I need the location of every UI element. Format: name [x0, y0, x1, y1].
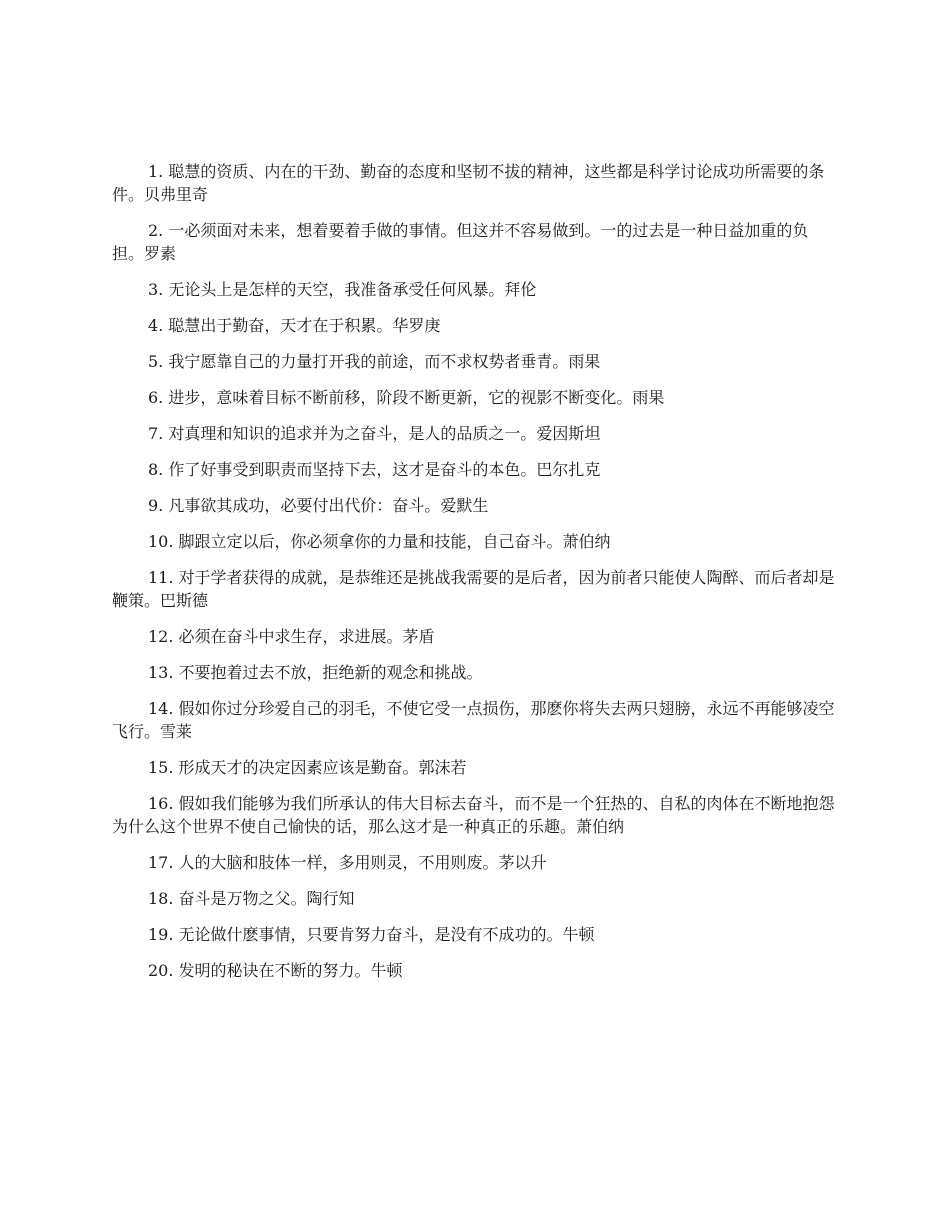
quote-paragraph-1: 1. 聪慧的资质、内在的干劲、勤奋的态度和坚韧不拔的精神，这些都是科学讨论成功所需要的条件。贝弗里奇 — [112, 162, 825, 204]
quote-paragraph-14: 14. 假如你过分珍爱自己的羽毛，不使它受一点损伤，那麽你将失去两只翅膀，永远不再能够凌空飞行。雪莱 — [112, 699, 835, 741]
quote-paragraph-8: 8. 作了好事受到职责而坚持下去，这才是奋斗的本色。巴尔扎克 — [148, 460, 601, 479]
quote-paragraph-16: 16. 假如我们能够为我们所承认的伟大目标去奋斗，而不是一个狂热的、自私的肉体在不断地抱怨为什么这个世界不使自己愉快的话，那么这才是一种真正的乐趣。萧伯纳 — [112, 794, 835, 836]
quote-paragraph-18: 18. 奋斗是万物之父。陶行知 — [148, 889, 355, 908]
quote-paragraph-12: 12. 必须在奋斗中求生存，求进展。茅盾 — [148, 627, 435, 646]
quote-paragraph-3: 3. 无论头上是怎样的天空，我准备承受任何风暴。拜伦 — [148, 280, 537, 299]
quote-paragraph-19: 19. 无论做什麽事情，只要肯努力奋斗，是没有不成功的。牛顿 — [148, 925, 595, 944]
document-body — [112, 160, 840, 995]
quote-paragraph-11: 11. 对于学者获得的成就，是恭维还是挑战我需要的是后者，因为前者只能使人陶醉、而后者却是鞭策。巴斯德 — [112, 568, 835, 610]
quote-paragraph-4: 4. 聪慧出于勤奋，天才在于积累。华罗庚 — [148, 316, 441, 335]
quote-paragraph-10: 10. 脚跟立定以后，你必须拿你的力量和技能，自己奋斗。萧伯纳 — [148, 532, 611, 551]
quote-paragraph-20: 20. 发明的秘诀在不断的努力。牛顿 — [148, 961, 403, 980]
quote-paragraph-17: 17. 人的大脑和肢体一样，多用则灵，不用则废。茅以升 — [148, 853, 547, 872]
quote-paragraph-15: 15. 形成天才的决定因素应该是勤奋。郭沫若 — [148, 758, 467, 777]
quote-paragraph-2: 2. 一必须面对未来，想着要着手做的事情。但这并不容易做到。一的过去是一种日益加重的负担。罗素 — [112, 221, 809, 263]
quote-paragraph-9: 9. 凡事欲其成功，必要付出代价：奋斗。爱默生 — [148, 496, 489, 515]
quote-paragraph-6: 6. 进步，意味着目标不断前移，阶段不断更新，它的视影不断变化。雨果 — [148, 388, 665, 407]
quote-paragraph-13: 13. 不要抱着过去不放，拒绝新的观念和挑战。 — [148, 663, 483, 682]
quote-paragraph-5: 5. 我宁愿靠自己的力量打开我的前途，而不求权势者垂青。雨果 — [148, 352, 601, 371]
quote-paragraph-7: 7. 对真理和知识的追求并为之奋斗，是人的品质之一。爱因斯坦 — [148, 424, 601, 443]
